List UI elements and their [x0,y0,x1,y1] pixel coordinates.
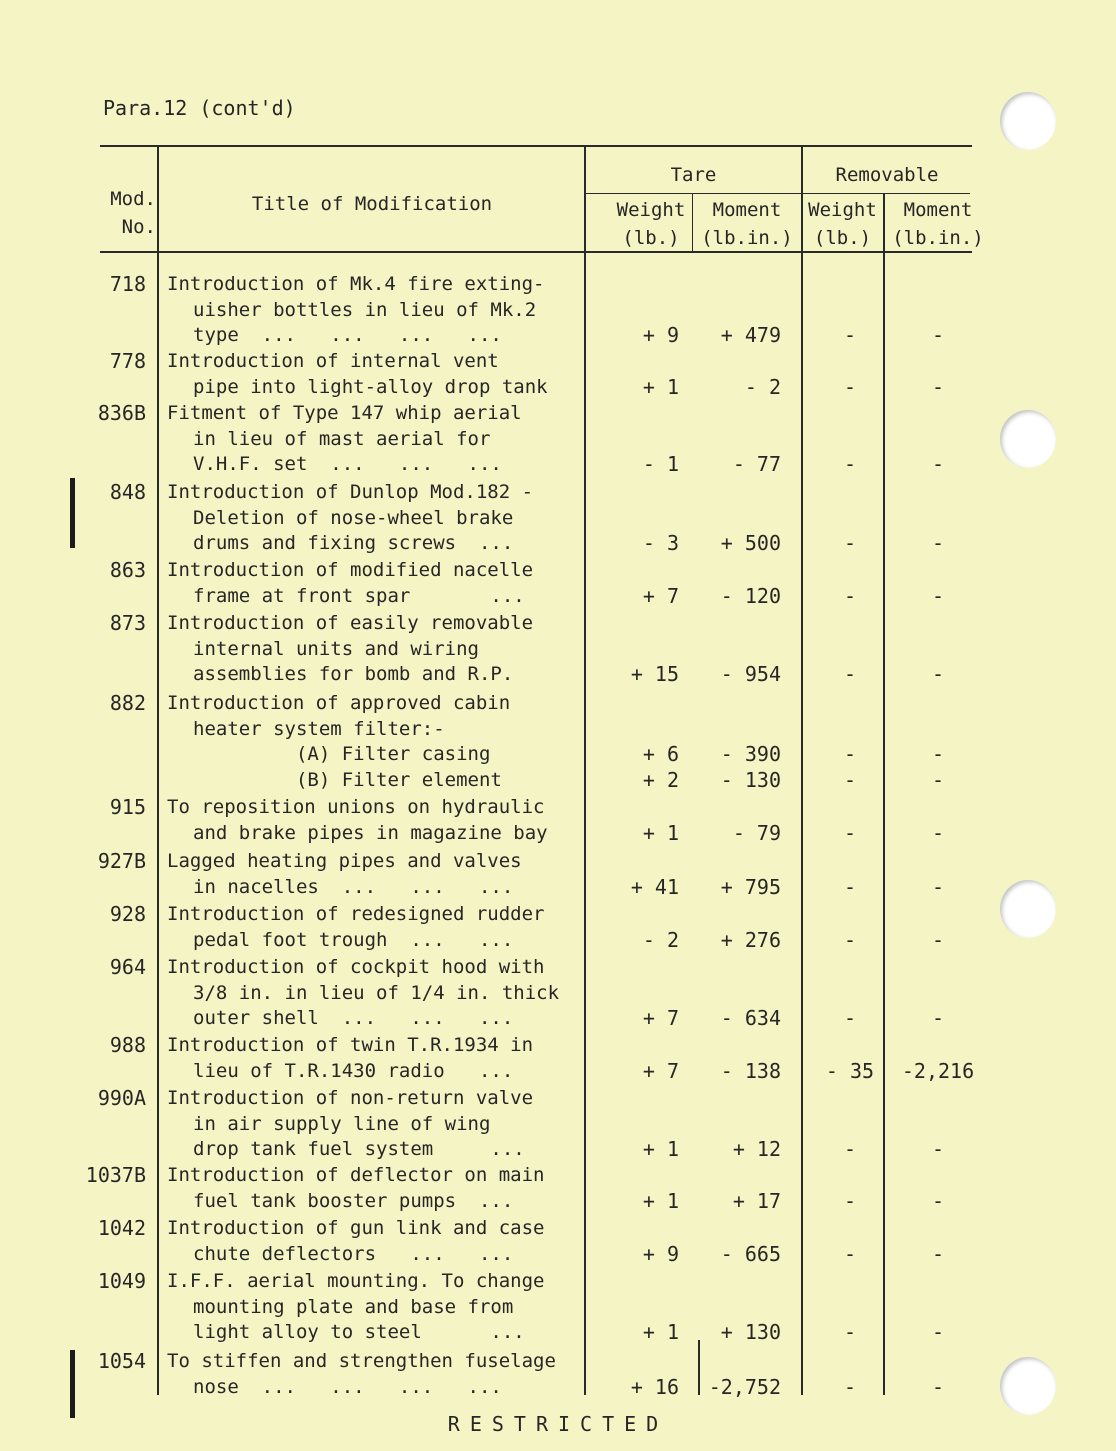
tare-moment-value: + 276 [720,927,781,952]
removable-weight-value: - [843,1374,857,1399]
title-line: in nacelles ... ... ... [193,875,514,898]
title-line: nose ... ... ... ... [193,1375,502,1398]
tare-weight-value: + 2 [642,767,679,792]
header-tare-weight: Weight (lb.) [616,199,686,249]
tare-moment-value: + 479 [720,323,781,348]
mod-number: 873 [109,611,146,635]
modification-title [167,1086,597,1163]
title-line: Introduction of deflector on main [167,1164,545,1186]
removable-moment-value: - [931,1006,945,1031]
removable-moment-value: - [931,662,945,687]
mod-number: 915 [109,795,146,819]
title-line: pedal foot trough ... ... [193,928,514,951]
removable-moment-value: - [931,1374,945,1399]
modification-title [167,902,597,953]
title-line: lieu of T.R.1430 radio ... [193,1059,514,1082]
mod-number: 964 [109,955,146,979]
title-line: drop tank fuel system ... [193,1138,525,1161]
tare-weight-value: + 7 [642,1006,679,1031]
tare-weight-value: - 1 [642,452,679,477]
title-line: Introduction of modified nacelle [167,559,534,581]
tare-weight-value: + 9 [642,323,679,348]
modification-title [167,1269,597,1346]
title-line: Introduction of internal vent [167,350,499,372]
tare-moment-value: + 12 [732,1137,781,1162]
mod-number: 836B [97,401,146,425]
removable-weight-value: - [843,323,857,348]
change-bar [70,478,75,548]
removable-moment-value: - [931,742,945,767]
title-line: in lieu of mast aerial for [193,427,491,450]
page-heading: Para.12 (cont'd) [103,96,296,120]
removable-weight-value: - [843,1137,857,1162]
mod-number: 988 [109,1033,146,1057]
title-line: Introduction of gun link and case [167,1217,545,1239]
mod-number: 1042 [97,1216,146,1240]
tare-moment-value: -2,752 [708,1374,781,1399]
tare-weight-value: - 3 [642,531,679,556]
modification-title [167,1349,597,1400]
title-line: Introduction of Dunlop Mod.182 - [167,481,534,503]
removable-moment-value: - [931,820,945,845]
title-line: pipe into light-alloy drop tank [193,375,548,398]
modification-title [167,1216,597,1267]
modification-title [167,611,597,688]
tare-moment-value: + 795 [720,874,781,899]
removable-moment-value: - [931,1320,945,1345]
tare-weight-value: + 7 [642,583,679,608]
tare-moment-value: - 138 [720,1058,781,1083]
tare-moment-value: + 500 [720,531,781,556]
punch-hole [1000,880,1056,938]
title-line: in air supply line of wing [193,1112,491,1135]
removable-moment-value: - [931,583,945,608]
title-line: outer shell ... ... ... [193,1007,514,1030]
title-line: light alloy to steel ... [193,1321,525,1344]
title-line: 3/8 in. in lieu of 1/4 in. thick [193,981,560,1004]
title-line: Introduction of Mk.4 fire exting- [167,273,545,295]
tare-weight-value: + 1 [642,374,679,399]
header-tare: Tare [670,164,717,186]
tare-moment-value: - 390 [720,742,781,767]
tare-weight-value: + 6 [642,742,679,767]
removable-moment-value: - [931,1188,945,1213]
tare-weight-value: + 1 [642,1188,679,1213]
removable-weight-value: - [843,531,857,556]
tare-moment-value: + 130 [720,1320,781,1345]
header-removable-moment: Moment (lb.in.) [892,199,984,249]
removable-moment-value: - [931,374,945,399]
tare-moment-value: - 665 [720,1241,781,1266]
removable-weight-value: - [843,1188,857,1213]
punch-hole [1000,1357,1056,1415]
mod-number: 882 [109,691,146,715]
title-line: V.H.F. set ... ... ... [193,453,502,476]
removable-moment-value: - [931,531,945,556]
removable-moment-value: - [931,1241,945,1266]
removable-moment-value: - [931,1137,945,1162]
mod-number: 990A [97,1086,146,1110]
mod-number: 848 [109,480,146,504]
removable-moment-value: - [931,452,945,477]
removable-moment-value: - [931,874,945,899]
header-removable: Removable [835,164,939,186]
removable-moment-value: - [931,927,945,952]
title-line: heater system filter:- [193,717,445,740]
header-removable-weight: Weight (lb.) [808,199,877,249]
modification-title [167,401,597,478]
removable-weight-value: - 35 [825,1058,875,1083]
modification-title [167,691,597,793]
removable-moment-value: - [931,767,945,792]
removable-weight-value: - [843,662,857,687]
title-line: fuel tank booster pumps ... [193,1189,514,1212]
modification-title [167,955,597,1032]
header-title: Title of Modification [251,193,493,215]
removable-weight-value: - [843,820,857,845]
removable-weight-value: - [843,1006,857,1031]
change-bar [70,1350,75,1418]
removable-weight-value: - [843,1241,857,1266]
tare-weight-value: + 16 [630,1374,679,1399]
tare-weight-value: - 2 [642,927,679,952]
tare-weight-value: + 1 [642,820,679,845]
removable-moment-value: -2,216 [901,1058,975,1083]
title-line: Introduction of cockpit hood with [167,956,545,978]
mod-number: 863 [109,558,146,582]
title-line: To reposition unions on hydraulic [167,796,545,818]
title-line: Introduction of easily removable [167,612,534,634]
tare-moment-value: - 130 [720,767,781,792]
title-line: mounting plate and base from [193,1295,514,1318]
title-line: Fitment of Type 147 whip aerial [167,402,522,424]
modification-title [167,480,597,557]
removable-weight-value: - [843,874,857,899]
modification-title [167,349,597,400]
title-line: I.F.F. aerial mounting. To change [167,1270,545,1292]
title-line: Introduction of redesigned rudder [167,903,545,925]
title-line: assemblies for bomb and R.P. [193,663,514,686]
removable-weight-value: - [843,742,857,767]
punch-hole [1000,410,1056,468]
header-mod-no: Mod. No. [110,188,156,238]
tare-weight-value: + 41 [630,874,679,899]
title-line: and brake pipes in magazine bay [193,821,548,844]
tare-weight-value: + 7 [642,1058,679,1083]
title-line: Introduction of twin T.R.1934 in [167,1034,534,1056]
title-line: frame at front spar ... [193,584,525,607]
mod-number: 718 [109,272,146,296]
removable-weight-value: - [843,583,857,608]
removable-moment-value: - [931,323,945,348]
title-line: internal units and wiring [193,637,479,660]
title-line: Introduction of non-return valve [167,1087,534,1109]
title-line: (A) Filter casing [193,743,491,766]
tare-moment-value: - 2 [744,374,781,399]
removable-weight-value: - [843,1320,857,1345]
tare-moment-value: + 17 [732,1188,781,1213]
mod-number: 1037B [85,1163,146,1187]
tare-moment-value: - 120 [720,583,781,608]
tare-moment-value: - 77 [732,452,781,477]
removable-weight-value: - [843,927,857,952]
removable-weight-value: - [843,374,857,399]
tare-moment-value: - 954 [720,662,781,687]
tare-weight-value: + 9 [642,1241,679,1266]
title-line: To stiffen and strengthen fuselage [167,1350,556,1372]
title-line: chute deflectors ... ... [193,1242,514,1265]
tare-moment-value: - 634 [720,1006,781,1031]
mod-number: 928 [109,902,146,926]
title-line: uisher bottles in lieu of Mk.2 [193,298,537,321]
title-line: Introduction of approved cabin [167,692,511,714]
mod-number: 778 [109,349,146,373]
modification-title [167,1163,597,1214]
removable-weight-value: - [843,452,857,477]
tare-weight-value: + 15 [630,662,679,687]
mod-number: 1054 [97,1349,146,1373]
modification-title [167,272,597,349]
tare-weight-value: + 1 [642,1137,679,1162]
modification-title [167,558,597,609]
title-line: (B) Filter element [193,768,502,791]
removable-weight-value: - [843,767,857,792]
tare-moment-value: - 79 [732,820,781,845]
modification-title [167,1033,597,1084]
mod-number: 927B [97,849,146,873]
restricted-footer: RESTRICTED [447,1412,669,1436]
title-line: Lagged heating pipes and valves [167,850,522,872]
tare-weight-value: + 1 [642,1320,679,1345]
modification-title [167,849,597,900]
title-line: type ... ... ... ... [193,324,502,347]
title-line: Deletion of nose-wheel brake [193,506,514,529]
mod-number: 1049 [97,1269,146,1293]
punch-hole [1000,92,1056,150]
modification-title [167,795,597,846]
header-tare-moment: Moment (lb.in.) [701,199,793,249]
title-line: drums and fixing screws ... [193,532,514,555]
